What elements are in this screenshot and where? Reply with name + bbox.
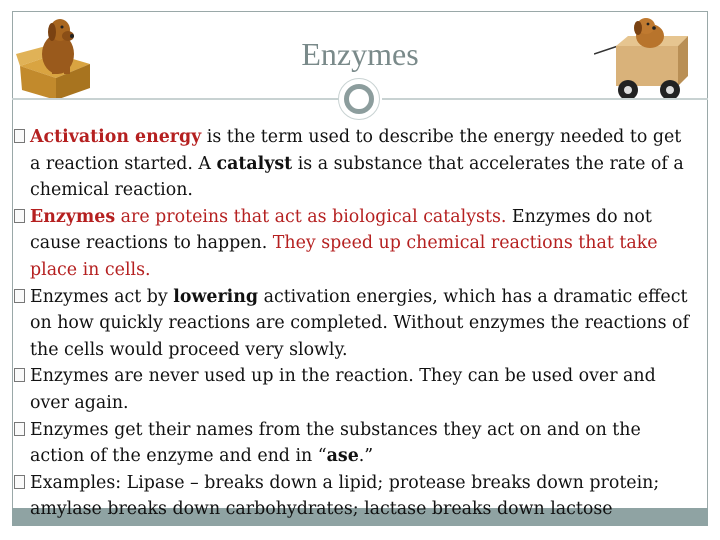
bullet-text-run: .” bbox=[358, 446, 374, 467]
bullet-item bbox=[14, 124, 694, 204]
bullet-text-run: They speed up chemical reactions that take place in cells. bbox=[30, 233, 658, 280]
bullet-text-run: Enzymes bbox=[30, 206, 116, 227]
title-divider-left bbox=[12, 98, 342, 100]
bullet-text-run: is the term used to describe the energy needed to get a reaction started. A bbox=[30, 127, 682, 174]
bullet-box-icon bbox=[14, 475, 25, 489]
bullet-text-run: Enzymes get their names from the substances they act on and on the action of the enzyme and end in “ bbox=[30, 419, 641, 467]
bullet-item bbox=[14, 470, 694, 523]
circle-ring-icon bbox=[344, 84, 374, 114]
title-divider-right bbox=[382, 98, 708, 100]
bullet-box-icon bbox=[14, 422, 25, 436]
bullet-text-run: catalyst bbox=[216, 153, 293, 174]
bullet-text-run: Enzymes are never used up in the reaction. They can be used over and over again. bbox=[30, 366, 656, 413]
bullet-box-icon bbox=[14, 368, 25, 382]
bullet-text-run: is a substance that accelerates the rate of a chemical reaction. bbox=[30, 153, 684, 201]
bullet-box-icon bbox=[14, 289, 25, 303]
bullet-item bbox=[14, 284, 694, 364]
bullet-text-run: are proteins that act as biological catalysts. bbox=[115, 206, 507, 227]
bullet-text-run: Examples: Lipase – breaks down a lipid; protease breaks down protein; amylase breaks down carbohydrates; lactase breaks down lactose bbox=[30, 472, 660, 520]
bullet-text-run: Activation energy bbox=[30, 127, 202, 147]
bullet-box-icon bbox=[14, 129, 25, 143]
bullet-item bbox=[14, 417, 694, 470]
bullet-item bbox=[14, 204, 694, 284]
bullet-text-run: lowering bbox=[173, 286, 259, 307]
slide-title: Enzymes bbox=[301, 36, 419, 72]
bullet-list bbox=[14, 124, 694, 523]
bullet-item bbox=[14, 363, 694, 416]
bullet-text-run: ase bbox=[326, 446, 359, 467]
bullet-text-run: Enzymes act by bbox=[30, 286, 174, 307]
bullet-text-run: activation energies, which has a dramatic effect on how quickly reactions are completed. Without enzymes the reactions of the cells would proceed very slowly. bbox=[30, 286, 689, 360]
bullet-text-run: Enzymes do not cause reactions to happen. bbox=[30, 206, 652, 254]
bullet-box-icon bbox=[14, 209, 25, 223]
